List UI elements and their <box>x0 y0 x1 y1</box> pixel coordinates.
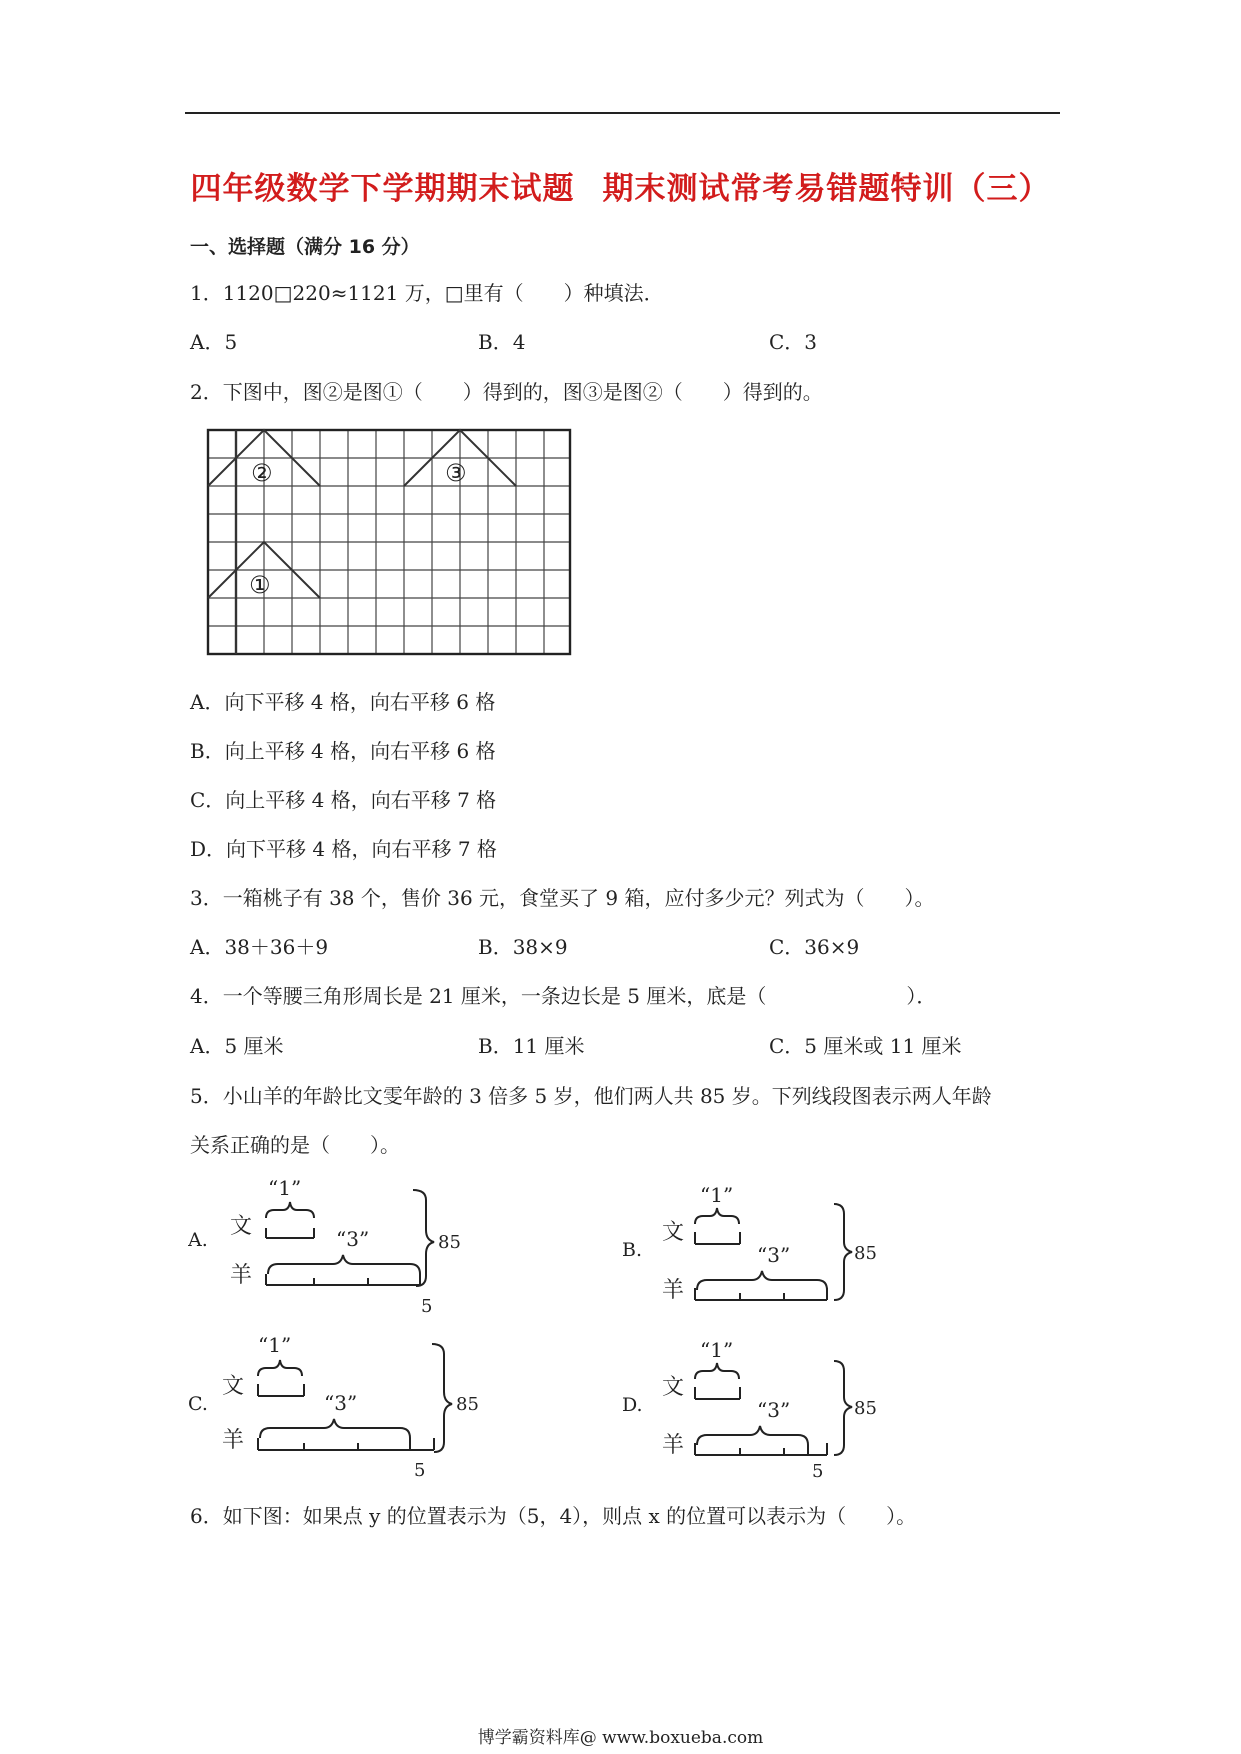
segment-diagram-c <box>188 1330 508 1484</box>
translation-grid-figure <box>205 427 573 663</box>
segment-yang <box>695 1288 827 1300</box>
brace-label-1: “1” <box>268 1176 302 1200</box>
brace-1 <box>695 1363 739 1379</box>
brace-3 <box>260 1419 410 1438</box>
total-label-85: 85 <box>854 1243 877 1264</box>
row-label-wen: 文 <box>222 1374 245 1399</box>
question-4: 4．一个等腰三角形周长是 21 厘米，一条边长是 5 厘米，底是（ ）． <box>190 984 937 1008</box>
extra-label-5: 5 <box>414 1460 426 1480</box>
q3-option-b: B．38×9 <box>478 935 568 959</box>
option-label-a: A. <box>188 1229 208 1251</box>
extra-label-5: 5 <box>421 1296 433 1317</box>
brace-1 <box>258 1360 302 1376</box>
question-3: 3．一箱桃子有 38 个，售价 36 元，食堂买了 9 箱，应付多少元？列式为（ ）。 <box>190 886 935 910</box>
total-brace <box>413 1190 434 1286</box>
question-5-line-1: 5．小山羊的年龄比文雯年龄的 3 倍多 5 岁，他们两人共 85 岁。下列线段图表示两人年龄 <box>190 1084 992 1108</box>
row-label-yang: 羊 <box>662 1278 685 1303</box>
question-2: 2．下图中，图②是图①（ ）得到的，图③是图②（ ）得到的。 <box>190 380 823 404</box>
q2-option-d: D．向下平移 4 格，向右平移 7 格 <box>190 837 497 861</box>
brace-label-3: “3” <box>757 1398 791 1422</box>
footer-watermark: 博学霸资料库@ www.boxueba.com <box>477 1728 764 1748</box>
label-2: ② <box>251 459 273 487</box>
brace-label-1: “1” <box>700 1183 734 1207</box>
row-label-yang: 羊 <box>230 1263 253 1288</box>
q2-option-b: B．向上平移 4 格，向右平移 6 格 <box>190 739 496 763</box>
q2-option-c: C．向上平移 4 格，向右平移 7 格 <box>190 788 497 812</box>
segment-wen <box>695 1232 740 1244</box>
segment-wen <box>695 1387 740 1399</box>
row-label-wen: 文 <box>662 1375 685 1400</box>
segment-wen <box>266 1228 314 1238</box>
header-rule <box>185 112 1060 114</box>
brace-label-1: “1” <box>258 1333 292 1357</box>
option-label-c: C. <box>188 1393 208 1415</box>
total-brace <box>834 1361 852 1455</box>
question-6: 6．如下图：如果点 y 的位置表示为（5，4），则点 x 的位置可以表示为（ ）。 <box>190 1504 917 1528</box>
row-label-wen: 文 <box>230 1214 253 1239</box>
brace-3 <box>697 1271 827 1290</box>
title-part-1: 四年级数学下学期期末试题 <box>190 171 575 207</box>
page-title <box>0 163 1241 208</box>
label-3: ③ <box>445 459 467 487</box>
question-1: 1．1120□220≈1121 万，□里有（ ）种填法． <box>190 281 664 305</box>
segment-yang <box>258 1438 434 1450</box>
q4-option-c: C．5 厘米或 11 厘米 <box>769 1034 962 1058</box>
q1-option-a: A．5 <box>190 330 238 354</box>
total-brace <box>432 1344 452 1452</box>
row-label-yang: 羊 <box>662 1433 685 1458</box>
option-label-b: B. <box>622 1239 643 1261</box>
segment-wen <box>258 1384 304 1396</box>
q1-option-b: B．4 <box>478 330 526 354</box>
brace-label-3: “3” <box>336 1227 370 1251</box>
option-label-d: D. <box>622 1394 643 1416</box>
total-brace <box>834 1204 852 1300</box>
q3-option-a: A．38＋36＋9 <box>190 935 329 959</box>
brace-3 <box>268 1255 420 1274</box>
total-label-85: 85 <box>854 1398 877 1419</box>
total-label-85: 85 <box>438 1232 461 1253</box>
segment-diagram-d <box>622 1335 922 1489</box>
brace-3 <box>697 1426 808 1445</box>
row-label-yang: 羊 <box>222 1428 245 1453</box>
brace-1 <box>695 1208 739 1224</box>
q4-option-b: B．11 厘米 <box>478 1034 585 1058</box>
section-heading: 一、选择题（满分 16 分） <box>190 236 420 258</box>
question-5-line-2: 关系正确的是（ ）。 <box>190 1133 400 1157</box>
extra-label-5: 5 <box>812 1461 824 1482</box>
segment-diagram-a <box>188 1170 518 1324</box>
q1-option-c: C．3 <box>769 330 818 354</box>
brace-label-1: “1” <box>700 1338 734 1362</box>
total-label-85: 85 <box>456 1394 479 1415</box>
segment-yang <box>266 1274 420 1285</box>
label-1: ① <box>249 571 271 599</box>
q3-option-c: C．36×9 <box>769 935 860 959</box>
brace-label-3: “3” <box>757 1243 791 1267</box>
brace-label-3: “3” <box>324 1391 358 1415</box>
q4-option-a: A．5 厘米 <box>190 1034 284 1058</box>
row-label-wen: 文 <box>662 1220 685 1245</box>
segment-diagram-b <box>622 1180 922 1324</box>
brace-1 <box>266 1202 314 1218</box>
q2-option-a: A．向下平移 4 格，向右平移 6 格 <box>190 690 496 714</box>
title-part-2: 期末测试常考易错题特训（三） <box>602 171 1051 207</box>
